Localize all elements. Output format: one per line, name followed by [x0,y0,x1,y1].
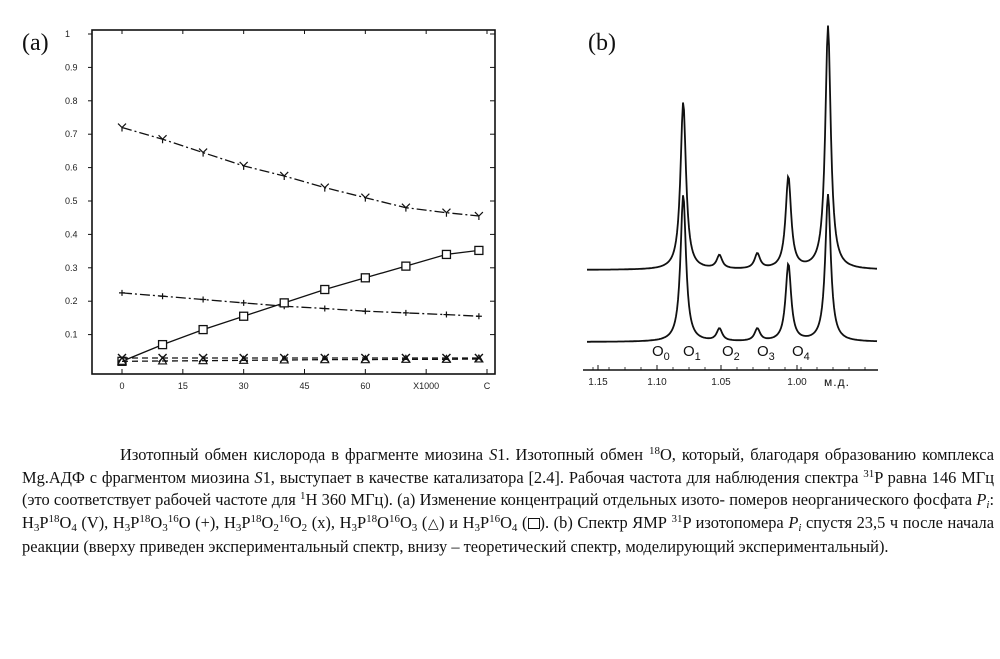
triangle-marker-icon: △ [427,516,440,532]
data-point-square [199,326,207,334]
figure-caption [22,444,994,559]
series-line [122,128,479,217]
data-point-y [159,135,167,143]
square-marker-icon [528,518,540,529]
data-point-square [159,341,167,349]
data-point-plus [476,313,482,319]
series-line [122,359,479,361]
x-tick-label: 1.10 [647,377,667,388]
data-point-plus [322,306,328,312]
peak-label: $O_4$ [792,343,810,363]
data-point-square [280,299,288,307]
y-tick-label: 0.1 [65,329,78,340]
data-point-square [321,286,329,294]
y-tick-label: 0.4 [65,229,78,240]
data-point-square [240,312,248,320]
series-line [122,250,479,361]
x-tick-label: 1.15 [588,377,608,388]
x-tick-label: 45 [299,381,310,391]
y-tick-label: 0.7 [65,129,78,140]
data-point-plus [403,310,409,316]
data-point-y [118,124,126,132]
x-tick-label: C [483,381,491,391]
plot-frame [92,30,495,374]
x-tick-label: 0 [119,381,125,391]
y-tick-label: 1 [65,29,71,39]
panel-a-label: (a) [22,30,49,56]
x-tick-label: 1.00 [787,377,807,388]
data-point-square [442,250,450,258]
panel-b-label: (b) [588,30,616,56]
data-point-square [475,246,483,254]
y-tick-label: 0.2 [65,296,78,307]
y-tick-label: 0.9 [65,62,78,73]
y-tick-label: 0.3 [65,262,78,273]
x-tick-label: 15 [177,381,188,391]
data-point-y [361,194,369,202]
data-point-square [361,274,369,282]
data-point-plus [119,290,125,296]
caption-paragraph: Изотопный обмен кислорода в фрагменте миозина S1. Изотопный обмен $^{18}$O, который, благодаря образованию комплекса Mg.АДФ с фрагментом миозина S1, выступает в качестве катализатора [2.4]. Рабочая частота для наблюдения спектра $^{31}$P равна 146 МГц (это соответствует рабочей частоте для $^1$H 360 МГц). (a) Изменение концентраций отдельных изото- померов неорганического фосфата $P_i$: $H_3P^{18}O_4$ (V), $H_3P^{18}O_3^{16}O$ (+), $H_3P^{18}O_2^{16}O_2$ (x), $H_3P^{18}O^{16}O_3$ (△) и $H_3P^{16}O_4$ ( ). (b) Спектр ЯМР $^{31}$P изотопомера $P_i$ спустя 23,5 ч после начала реакции (вверху приведен экспериментальный спектр, внизу – теоретический спектр, моделирующий экспериментальный). [22,445,995,557]
data-point-plus [200,297,206,303]
x-axis-unit: м.д. [824,375,850,389]
y-tick-label: 0.6 [65,162,78,173]
y-tick-label: 0.8 [65,95,78,106]
data-point-square [402,262,410,270]
data-point-plus [362,308,368,314]
peak-label: $O_2$ [722,343,740,363]
chart-a-series [118,124,483,366]
peak-label: $O_3$ [757,343,775,363]
series-line [122,293,479,316]
data-point-plus [160,293,166,299]
y-tick-label: 0.5 [65,196,78,206]
x-tick-label: X1000 [413,381,440,391]
data-point-y [199,149,207,157]
data-point-y [321,184,329,192]
x-tick-label: 60 [360,381,371,391]
peak-label: $O_1$ [683,343,701,363]
data-point-plus [443,312,449,318]
chart-a-axes [65,29,495,391]
peak-label: $O_0$ [652,343,670,363]
x-tick-label: 30 [238,381,249,391]
x-tick-label: 1.05 [711,377,731,388]
data-point-plus [241,300,247,306]
